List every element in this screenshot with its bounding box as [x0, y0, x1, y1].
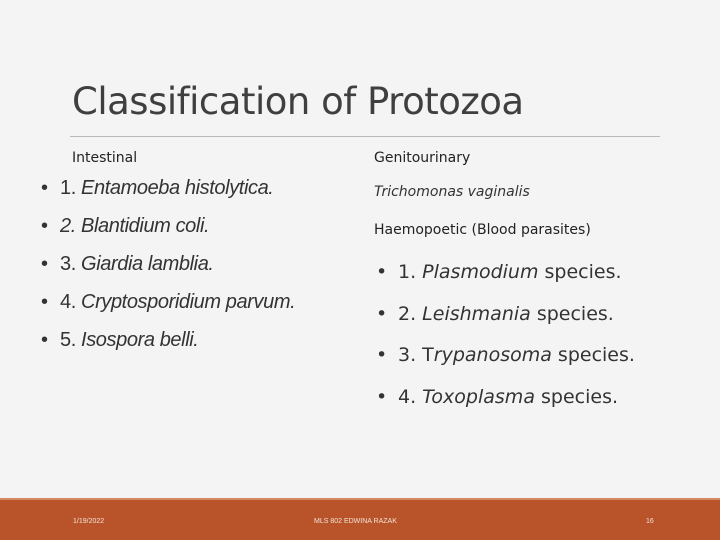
footer-accent-line — [0, 498, 720, 500]
item-number: 5. — [60, 329, 82, 351]
bullet: • — [376, 261, 388, 283]
item-number: 2. — [398, 302, 423, 325]
item-suffix: species. — [538, 261, 622, 283]
list-item — [38, 328, 295, 366]
organism-name: Entamoeba histolytica. — [81, 177, 274, 199]
bullet: • — [376, 385, 388, 408]
footer-bar — [0, 498, 720, 540]
organism-name: Cryptosporidium parvum. — [81, 291, 296, 313]
bullet: • — [376, 344, 388, 366]
genitourinary-species: Trichomonas vaginalis — [374, 184, 530, 200]
organism-name: rypanosoma — [433, 344, 552, 366]
item-suffix: species. — [530, 302, 614, 325]
intestinal-heading: Intestinal — [72, 150, 138, 166]
list-item — [38, 214, 295, 252]
list-item — [374, 385, 635, 427]
footer-author: MLS 802 EDWINA RAZAK — [314, 518, 397, 525]
bullet: • — [41, 329, 48, 351]
item-number: 1. — [60, 177, 82, 199]
list-item — [374, 260, 635, 302]
list-item — [38, 290, 295, 328]
item-number: 3. T — [398, 344, 434, 366]
footer-date: 1/19/2022 — [73, 518, 105, 525]
list-item — [38, 176, 295, 214]
organism-name: Isospora belli. — [81, 329, 199, 351]
item-suffix: species. — [551, 344, 635, 366]
genitourinary-heading: Genitourinary — [374, 150, 471, 166]
item-number: 4. — [60, 291, 82, 313]
intestinal-list — [38, 176, 295, 366]
haemopoetic-list — [374, 260, 635, 426]
title-divider — [70, 136, 660, 137]
bullet: • — [41, 215, 48, 237]
item-number: 2. — [60, 215, 82, 237]
bullet: • — [41, 291, 48, 313]
bullet: • — [41, 177, 48, 199]
item-number: 1. — [398, 261, 423, 283]
organism-name: Plasmodium — [422, 261, 539, 283]
haemopoetic-heading: Haemopoetic (Blood parasites) — [374, 222, 591, 238]
list-item — [38, 252, 295, 290]
list-item — [374, 343, 635, 385]
page-number: 16 — [646, 518, 654, 525]
item-number: 3. — [60, 253, 82, 275]
organism-name: Giardia lamblia. — [81, 253, 214, 275]
item-number: 4. — [398, 385, 423, 408]
organism-name: Toxoplasma — [422, 385, 535, 408]
bullet: • — [376, 302, 388, 325]
list-item — [374, 302, 635, 344]
organism-name: Blantidium coli. — [81, 215, 210, 237]
item-suffix: species. — [534, 385, 619, 408]
slide-title: Classification of Protozoa — [72, 80, 524, 123]
organism-name: Leishmania — [422, 302, 531, 325]
bullet: • — [41, 253, 48, 275]
